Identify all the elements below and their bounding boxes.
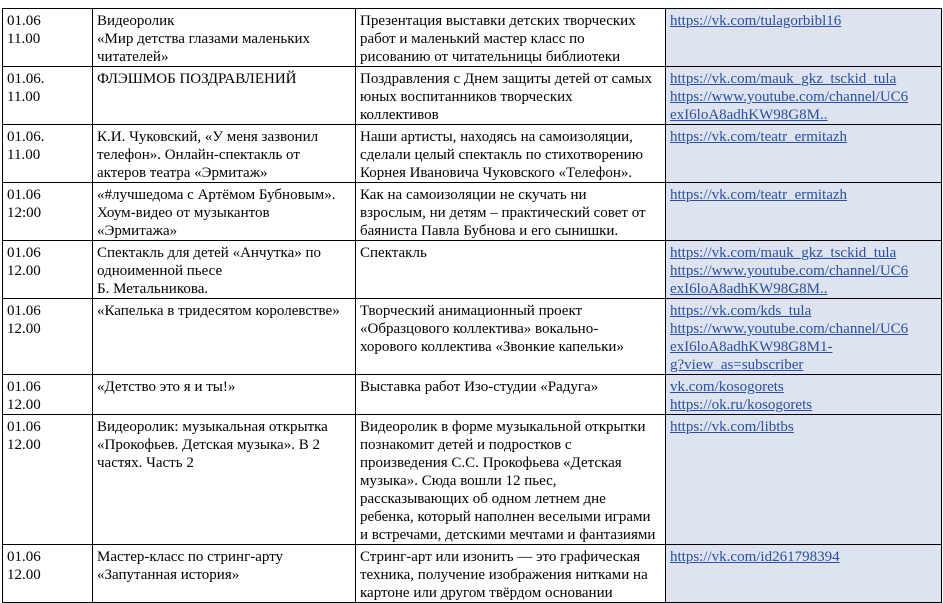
event-description-line: Видеоролик в форме музыкальной открытки — [360, 419, 646, 435]
event-description-line: хорового коллектива «Звонкие капельки» — [360, 339, 624, 355]
date-cell — [3, 415, 93, 545]
event-description-line: ребенка, который наполнен веселыми играми — [360, 509, 651, 525]
event-title-line: Спектакль для детей «Анчутка» по — [97, 245, 322, 261]
table-row — [3, 241, 942, 299]
event-links-cell — [666, 299, 942, 375]
date-cell — [3, 9, 93, 67]
event-description-line: Стринг-арт или изонить — это графическая — [360, 549, 641, 565]
event-links-cell — [666, 9, 942, 67]
event-link[interactable]: exI6loA8adhKW98G8M.. — [670, 281, 828, 297]
events-schedule-table — [2, 8, 942, 603]
event-date: 01.06 — [7, 303, 41, 319]
date-cell — [3, 67, 93, 125]
event-title-line: Б. Метальникова. — [97, 281, 209, 297]
event-link[interactable]: exI6loA8adhKW98G8M1- — [670, 339, 833, 355]
table-row — [3, 183, 942, 241]
event-description-line: рисованию от читательницы библиотеки — [360, 49, 621, 65]
event-link[interactable]: https://vk.com/mauk_gkz_tsckid_tula — [670, 71, 897, 87]
event-description-cell — [356, 125, 666, 183]
event-link[interactable]: g?view_as=subscriber — [670, 357, 804, 373]
event-description-line: баяниста Павла Бубнова и его сынишки. — [360, 223, 619, 239]
event-time: 12.00 — [7, 437, 41, 453]
event-title-cell — [93, 125, 356, 183]
event-link[interactable]: https://www.youtube.com/channel/UC6 — [670, 321, 909, 337]
event-title-cell — [93, 415, 356, 545]
event-description-line: Спектакль — [360, 245, 427, 261]
event-links-cell — [666, 67, 942, 125]
event-title-line: «Капелька в тридесятом королевстве» — [97, 303, 340, 319]
event-description-line: произведения С.С. Прокофьева «Детская — [360, 455, 622, 471]
event-time: 12.00 — [7, 397, 41, 413]
event-title-line: «Мир детства глазами маленьких — [97, 31, 311, 47]
event-time: 12:00 — [7, 205, 42, 221]
event-description-cell — [356, 415, 666, 545]
event-description-cell — [356, 241, 666, 299]
event-description-line: Корнея Ивановича Чуковского «Телефон». — [360, 165, 633, 181]
event-description-cell — [356, 545, 666, 603]
event-date: 01.06. — [7, 129, 45, 145]
date-cell — [3, 183, 93, 241]
event-date: 01.06 — [7, 245, 41, 261]
event-title-line: «Эрмитажа» — [97, 223, 178, 239]
event-title-cell — [93, 67, 356, 125]
event-description-line: познакомит детей и подростков с — [360, 437, 572, 453]
event-time: 12.00 — [7, 567, 41, 583]
event-description-line: рассказывающих об одном летнем дне — [360, 491, 606, 507]
table-row — [3, 375, 942, 415]
event-time: 11.00 — [7, 31, 41, 47]
event-description-line: юных воспитанников творческих — [360, 89, 573, 105]
event-date: 01.06. — [7, 71, 45, 87]
event-time: 12.00 — [7, 321, 41, 337]
event-link[interactable]: https://vk.com/kds_tula — [670, 303, 812, 319]
event-title-cell — [93, 299, 356, 375]
event-description-cell — [356, 375, 666, 415]
event-description-line: музыка». Сюда вошли 12 пьес, — [360, 473, 557, 489]
event-title-line: телефон». Онлайн-спектакль от — [97, 147, 300, 163]
event-title-line: одноименной пьесе — [97, 263, 223, 279]
event-description-line: Поздравления с Днем защиты детей от самых — [360, 71, 653, 87]
event-description-line: «Образцового коллектива» вокально- — [360, 321, 599, 337]
event-title-cell — [93, 545, 356, 603]
event-link[interactable]: https://vk.com/teatr_ermitazh — [670, 129, 848, 145]
event-title-line: актеров театра «Эрмитаж» — [97, 165, 268, 181]
event-title-cell — [93, 183, 356, 241]
event-time: 11.00 — [7, 147, 41, 163]
event-time: 11.00 — [7, 89, 41, 105]
event-link[interactable]: https://vk.com/teatr_ermitazh — [670, 187, 848, 203]
event-description-line: сделали целый спектакль по стихотворению — [360, 147, 643, 163]
event-description-line: Как на самоизоляции не скучать ни — [360, 187, 587, 203]
event-date: 01.06 — [7, 419, 41, 435]
event-link[interactable]: https://vk.com/libtbs — [670, 419, 794, 435]
table-row — [3, 299, 942, 375]
event-description-line: Выставка работ Изо-студии «Радуга» — [360, 379, 599, 395]
event-description-line: Наши артисты, находясь на самоизоляции, — [360, 129, 633, 145]
event-description-line: техника, получение изображения нитками на — [360, 567, 648, 583]
event-title-cell — [93, 241, 356, 299]
date-cell — [3, 241, 93, 299]
event-link[interactable]: https://vk.com/id261798394 — [670, 549, 840, 565]
event-description-line: работ и маленький мастер класс по — [360, 31, 585, 47]
event-link[interactable]: exI6loA8adhKW98G8M.. — [670, 107, 828, 123]
event-title-cell — [93, 375, 356, 415]
event-description-cell — [356, 9, 666, 67]
event-links-cell — [666, 545, 942, 603]
event-title-line: «Прокофьев. Детская музыка». В 2 — [97, 437, 320, 453]
event-links-cell — [666, 375, 942, 415]
table-row — [3, 67, 942, 125]
event-links-cell — [666, 125, 942, 183]
event-links-cell — [666, 241, 942, 299]
event-title-line: Видеоролик — [97, 13, 175, 29]
event-title-line: Видеоролик: музыкальная открытка — [97, 419, 328, 435]
event-date: 01.06 — [7, 379, 41, 395]
event-date: 01.06 — [7, 187, 41, 203]
event-link[interactable]: https://www.youtube.com/channel/UC6 — [670, 89, 909, 105]
table-row — [3, 125, 942, 183]
event-description-line: Презентация выставки детских творческих — [360, 13, 636, 29]
event-title-line: Мастер-класс по стринг-арту — [97, 549, 284, 565]
date-cell — [3, 125, 93, 183]
event-title-line: читателей» — [97, 49, 169, 65]
event-title-line: «Запутанная история» — [97, 567, 240, 583]
event-description-cell — [356, 67, 666, 125]
event-link[interactable]: https://www.youtube.com/channel/UC6 — [670, 263, 909, 279]
event-description-cell — [356, 183, 666, 241]
event-time: 12.00 — [7, 263, 41, 279]
event-title-line: «Детство это я и ты!» — [97, 379, 236, 395]
event-title-line: «#лучшедома с Артёмом Бубновым». — [97, 187, 336, 203]
date-cell — [3, 299, 93, 375]
event-title-line: К.И. Чуковский, «У меня зазвонил — [97, 129, 319, 145]
event-link[interactable]: https://vk.com/tulagorbibl16 — [670, 13, 842, 29]
table-row — [3, 545, 942, 603]
event-date: 01.06 — [7, 549, 41, 565]
event-date: 01.06 — [7, 13, 41, 29]
event-title-line: частях. Часть 2 — [97, 455, 194, 471]
event-description-line: взрослым, ни детям – практический совет от — [360, 205, 646, 221]
event-title-line: Хоум-видео от музыкантов — [97, 205, 270, 221]
event-link[interactable]: https://ok.ru/kosogorets — [670, 397, 813, 413]
date-cell — [3, 545, 93, 603]
event-description-line: Творческий анимационный проект — [360, 303, 583, 319]
event-description-line: коллективов — [360, 107, 439, 123]
event-description-line: и встречами, детскими мечтами и фантазиями — [360, 527, 656, 543]
events-schedule-body — [3, 9, 942, 603]
event-link[interactable]: https://vk.com/mauk_gkz_tsckid_tula — [670, 245, 897, 261]
table-row — [3, 9, 942, 67]
date-cell — [3, 375, 93, 415]
event-links-cell — [666, 183, 942, 241]
event-links-cell — [666, 415, 942, 545]
event-description-line: картоне или другом твёрдом основании — [360, 585, 613, 601]
table-row — [3, 415, 942, 545]
event-title-line: ФЛЭШМОБ ПОЗДРАВЛЕНИЙ — [97, 71, 297, 87]
event-title-cell — [93, 9, 356, 67]
event-description-cell — [356, 299, 666, 375]
event-link[interactable]: vk.com/kosogorets — [670, 379, 784, 395]
